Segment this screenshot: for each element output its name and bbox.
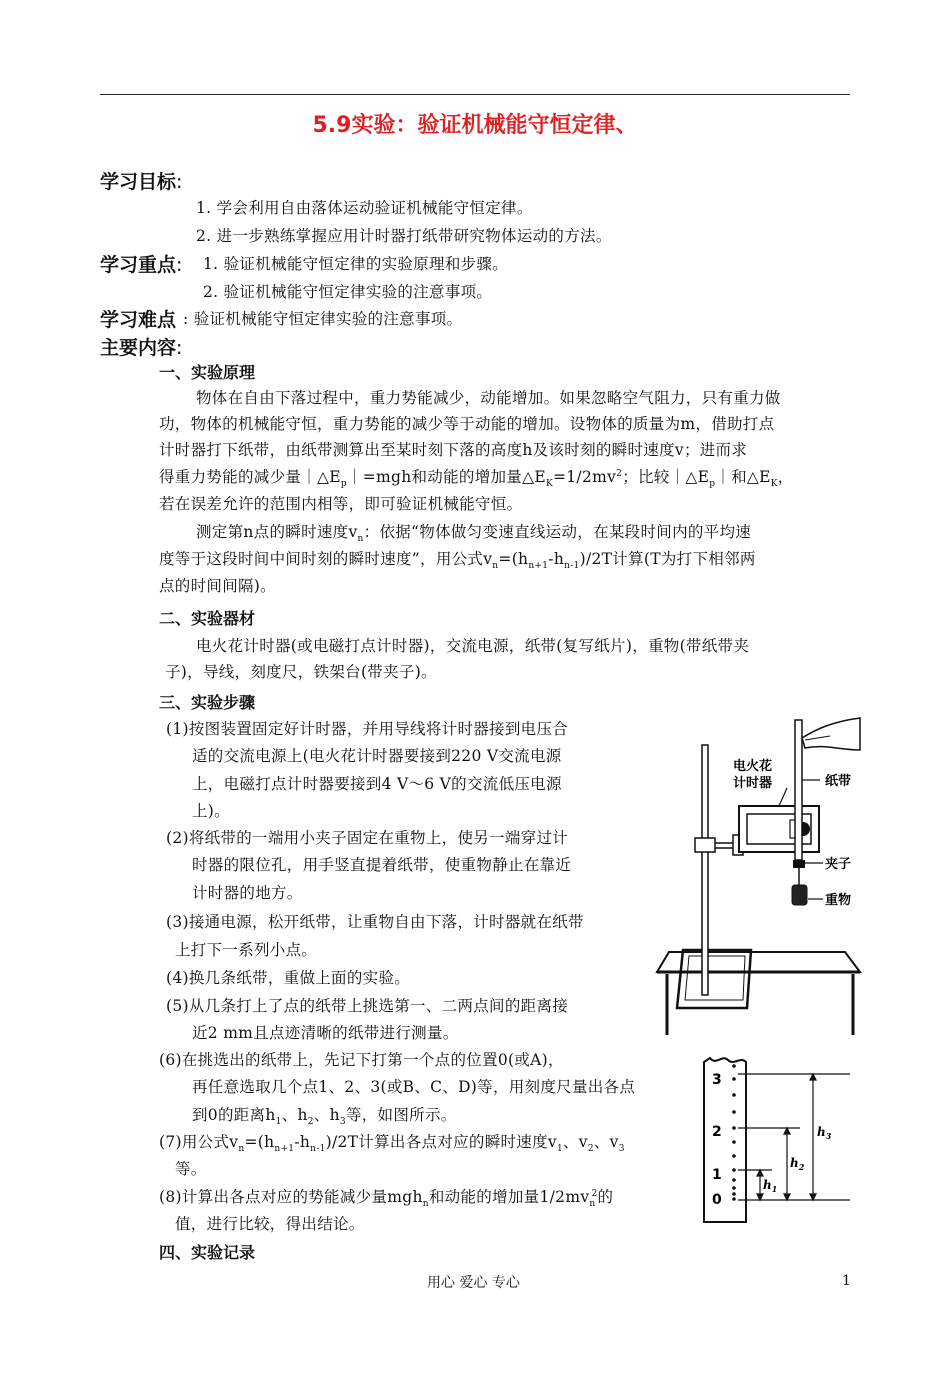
step-line: 上)。 (192, 802, 230, 820)
principle-line: 测定第n点的瞬时速度$v_n$：依据“物体做匀变速直线运动，在某段时间内的平均速 (196, 523, 752, 545)
principle-line: 得重力势能的减少量$|\triangle E_p|=mgh$和动能的增加量$\triangle E_K=1/2mv^2$；比较$|\triangle E_p|$和$\triangle E_K$， (159, 468, 794, 490)
key-points-label: 学习重点: (100, 254, 183, 276)
objective-item: 1. 学会利用自由落体运动验证机械能守恒定律。 (196, 199, 533, 217)
weight-label: 重物 (825, 893, 852, 908)
step-line: 适的交流电源上(电火花计时器要接到220 V交流电源 (192, 747, 562, 765)
step-line: 上打下一系列小点。 (175, 941, 318, 959)
equipment-line: 子)，导线，刻度尺，铁架台(带夹子)。 (165, 663, 437, 681)
principle-line: 计时器打下纸带，由纸带测算出至某时刻下落的高度h及该时刻的瞬时速度v；进而求 (159, 441, 748, 459)
step-line: 近2 mm且点迹清晰的纸带进行测量。 (192, 1024, 459, 1042)
principle-line: 度等于这段时间中间时刻的瞬时速度”，用公式$v_n=(h_{n+1}-h_{n-1})/2T$计算(T为打下相邻两 (159, 550, 756, 572)
step-line: 值，进行比较，得出结论。 (175, 1215, 365, 1233)
difficulties-text: : 验证机械能守恒定律实验的注意事项。 (183, 310, 463, 328)
difficulties-label: 学习难点 (100, 309, 177, 331)
step-line: 上，电磁打点计时器要接到4 V～6 V的交流低压电源 (192, 775, 562, 793)
step-line: (4)换几条纸带，重做上面的实验。 (166, 969, 411, 987)
section-record-heading: 四、实验记录 (159, 1243, 256, 1262)
page-title: 5.9实验：验证机械能守恒定律、 (312, 113, 638, 138)
h1-label: $h_1$ (763, 1178, 778, 1194)
step-line: 等。 (175, 1160, 207, 1178)
section-equipment-heading: 二、实验器材 (159, 609, 256, 628)
objectives-label: 学习目标: (100, 171, 183, 193)
apparatus-figure (655, 710, 865, 1040)
principle-line: 功，物体的机械能守恒，重力势能的减少等于动能的增加。设物体的质量为m，借助打点 (159, 415, 775, 433)
main-content-label: 主要内容: (100, 337, 183, 359)
key-point-item: 1. 验证机械能守恒定律的实验原理和步骤。 (203, 255, 509, 273)
step-line: 到0的距离$h_1$、$h_2$、$h_3$等，如图所示。 (192, 1106, 457, 1128)
footer-motto: 用心 爱心 专心 (427, 1275, 520, 1291)
tape-figure (700, 1052, 860, 1232)
point-label: 0 (712, 1192, 722, 1208)
point-label: 1 (712, 1167, 722, 1183)
step-line: (8)计算出各点对应的势能减少量mgh$_n$和动能的增加量$1/2mv_n^2$的 (159, 1188, 614, 1210)
step-line: (3)接通电源，松开纸带，让重物自由下落，计时器就在纸带 (166, 913, 584, 931)
timer-label: 电火花 (733, 759, 773, 774)
tape-label: 纸带 (825, 774, 852, 789)
timer-label: 计时器 (733, 776, 773, 791)
section-steps-heading: 三、实验步骤 (159, 693, 256, 712)
page-number: 1 (842, 1273, 851, 1289)
point-label: 3 (712, 1072, 722, 1088)
h2-label: $h_2$ (790, 1156, 805, 1172)
section-principle-heading: 一、实验原理 (159, 363, 256, 382)
equipment-line: 电火花计时器(或电磁打点计时器)，交流电源，纸带(复写纸片)，重物(带纸带夹 (196, 637, 750, 655)
header-rule (100, 94, 850, 95)
step-line: (5)从几条打上了点的纸带上挑选第一、二两点间的距离接 (166, 997, 569, 1015)
principle-line: 若在误差允许的范围内相等，即可验证机械能守恒。 (159, 495, 523, 513)
h3-label: $h_3$ (817, 1125, 832, 1141)
principle-line: 点的时间间隔)。 (159, 577, 276, 595)
clip-label: 夹子 (825, 857, 852, 872)
step-line: 再任意选取几个点1、2、3(或B、C、D)等，用刻度尺量出各点 (192, 1078, 636, 1096)
step-line: (7)用公式$v_n=(h_{n+1}-h_{n-1})/2T$计算出各点对应的瞬时速度$v_1$、$v_2$、$v_3$ (159, 1133, 625, 1155)
key-point-item: 2. 验证机械能守恒定律实验的注意事项。 (203, 283, 493, 301)
step-line: (2)将纸带的一端用小夹子固定在重物上，使另一端穿过计 (166, 829, 569, 847)
step-line: (6)在挑选出的纸带上，先记下打第一个点的位置0(或A)， (159, 1051, 564, 1069)
step-line: 时器的限位孔，用手竖直提着纸带，使重物静止在靠近 (192, 856, 572, 874)
objective-item: 2. 进一步熟练掌握应用计时器打纸带研究物体运动的方法。 (196, 227, 612, 245)
point-label: 2 (712, 1124, 722, 1140)
step-line: (1)按图装置固定好计时器，并用导线将计时器接到电压合 (166, 720, 569, 738)
principle-line: 物体在自由下落过程中，重力势能减少，动能增加。如果忽略空气阻力，只有重力做 (196, 389, 781, 407)
step-line: 计时器的地方。 (192, 884, 303, 902)
